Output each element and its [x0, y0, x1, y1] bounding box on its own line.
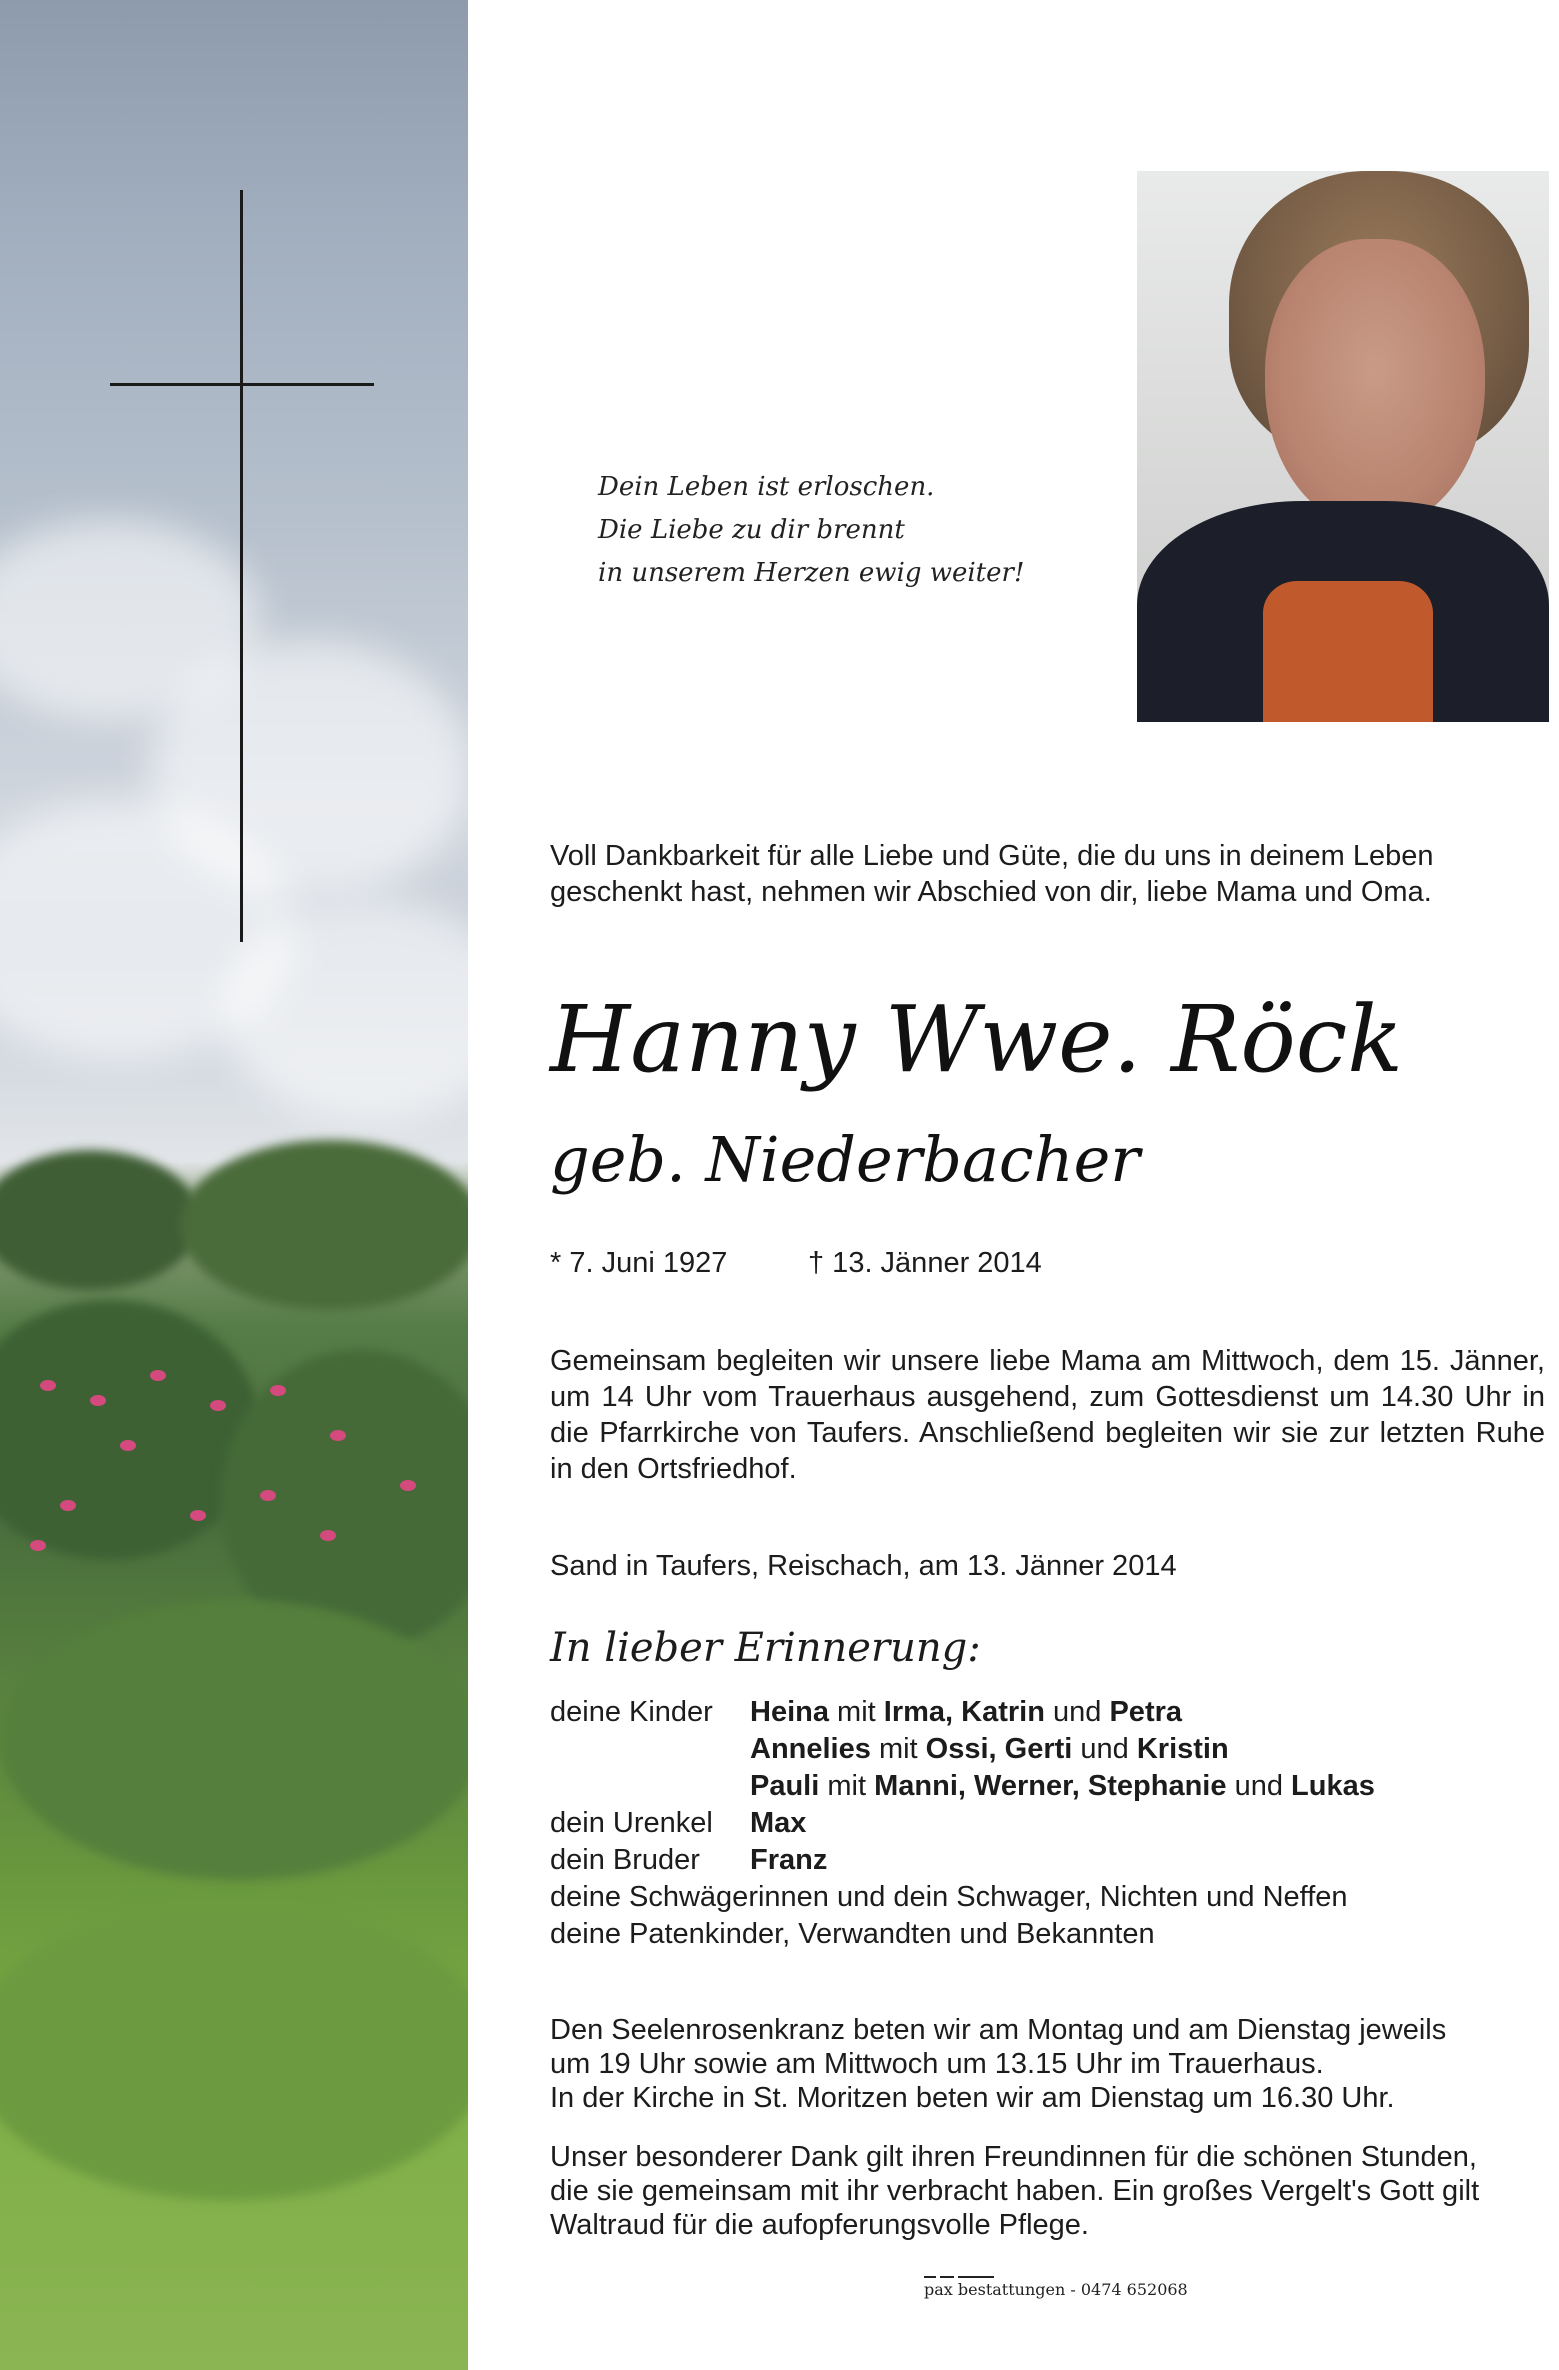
quote-line: in unserem Herzen ewig weiter! — [598, 558, 1025, 588]
quote-line: Die Liebe zu dir brennt — [598, 515, 905, 545]
deceased-name: Hanny Wwe. Röck — [550, 986, 1403, 1093]
birth-date: * 7. Juni 1927 — [550, 1247, 728, 1279]
birth-name: geb. Niederbacher — [550, 1123, 1140, 1196]
cross-horizontal-bar — [110, 383, 374, 386]
relation-label: deine Kinder — [550, 1696, 713, 1728]
death-date: † 13. Jänner 2014 — [808, 1247, 1042, 1279]
family-row-inlaws: deine Schwägerinnen und dein Schwager, Nichten und Neffen — [550, 1881, 1348, 1913]
family-row-child: deine Kinder Heina mit Irma, Katrin und Petra — [550, 1694, 1375, 1731]
memory-title: In lieber Erinnerung: — [550, 1625, 981, 1671]
landscape-image — [0, 0, 468, 2370]
portrait-photo — [1137, 171, 1549, 722]
family-row-relatives: deine Patenkinder, Verwandten und Bekannten — [550, 1918, 1155, 1950]
funeral-home-contact: pax bestattungen - 0474 652068 — [924, 2280, 1188, 2299]
thanks-text: Unser besonderer Dank gilt ihren Freundinnen für die schönen Stunden, die sie gemeinsam mit ihr verbracht haben. Ein großes Vergelt's Gott gilt Waltraud für die aufopferungsvolle Pflege. — [550, 2141, 1480, 2241]
intro-text: Voll Dankbarkeit für alle Liebe und Güte, die du uns in deinem Leben geschenkt hast, nehmen wir Abschied von dir, liebe Mama und Oma. — [550, 840, 1434, 908]
memorial-quote — [598, 466, 1024, 595]
family-row-child: Pauli mit Manni, Werner, Stephanie und Lukas — [750, 1770, 1375, 1802]
family-row-greatgrandchild: dein Urenkel Max — [550, 1805, 1375, 1842]
quote-line: Dein Leben ist erloschen. — [598, 472, 935, 502]
relation-label: dein Bruder — [550, 1844, 700, 1876]
family-row-brother: dein Bruder Franz — [550, 1842, 1375, 1879]
place-and-date: Sand in Taufers, Reischach, am 13. Jänner 2014 — [550, 1550, 1177, 1582]
funeral-home-logo — [924, 2262, 1188, 2299]
funeral-text: Gemeinsam begleiten wir unsere liebe Mama am Mittwoch, dem 15. Jänner, um 14 Uhr vom Trauerhaus ausgehend, zum Gottesdienst um 14.30 Uhr in die Pfarrkirche von Taufers. Anschließend begleiten wir sie zur letzten Ruhe in den Ortsfriedhof. — [550, 1345, 1545, 1485]
family-row-child: Annelies mit Ossi, Gerti und Kristin — [750, 1733, 1229, 1765]
cross-vertical-bar — [240, 190, 243, 942]
family-list — [550, 1694, 1375, 1953]
relation-label: dein Urenkel — [550, 1807, 713, 1839]
logo-mark-icon — [924, 2262, 1188, 2278]
life-dates — [550, 1244, 1042, 1282]
rosary-text: Den Seelenrosenkranz beten wir am Montag und am Dienstag jeweils um 19 Uhr sowie am Mittwoch um 13.15 Uhr im Trauerhaus. In der Kirche in St. Moritzen beten wir am Dienstag um 16.30 Uhr. — [550, 2014, 1447, 2114]
